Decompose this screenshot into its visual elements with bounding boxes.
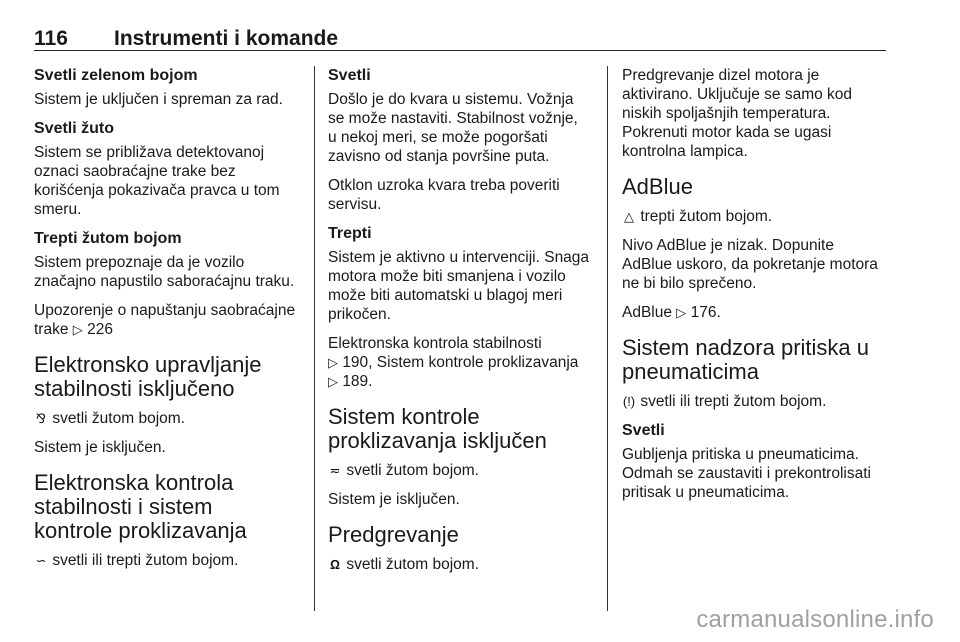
paragraph: Nivo AdBlue je nizak. Dopunite AdBlue uskoro, da pokretanje motora ne bi bilo sprečeno. [622,237,878,292]
reference-arrow-icon: ▷ [72,322,83,337]
column-divider [607,66,608,611]
heading-yellow: Svetli žuto [34,120,115,137]
page-reference[interactable]: 190 [342,354,369,371]
heading-blink-yellow: Trepti žutom bojom [34,230,182,247]
page-reference[interactable]: 176. [690,304,721,321]
column-1 [34,66,296,580]
paragraph-lane-warning-ref: Upozorenje o napuštanju saobraćajne trake ▷ 226 [34,302,296,338]
section-title-preheat: Predgrevanje [328,522,459,547]
section-title-tpms: Sistem nadzora pritiska u pneumaticima [622,335,869,384]
reference-arrow-icon: ▷ [328,355,338,370]
paragraph-adblue-ref: AdBlue ▷ 176. [622,304,721,321]
adblue-icon: △ [624,209,634,224]
page-header [34,28,886,51]
header-title: Instrumenti i komande [114,27,339,50]
paragraph-references: Elektronska kontrola stabilnosti ▷ 190, Sistem kontrole proklizavanja ▷ 189. [328,335,579,390]
section-title-adblue: AdBlue [622,174,693,199]
paragraph: Sistem prepoznaje da je vozilo značajno napustilo saborаćajnu traku. [34,254,295,290]
heading-blink: Trepti [328,225,372,242]
tire-pressure-icon: (!) [622,394,636,409]
paragraph: Sistem je isključen. [34,439,166,456]
paragraph: Sistem je uključen i spreman za rad. [34,91,283,108]
watermark: carmanualsonline.info [696,606,934,633]
reference-arrow-icon: ▷ [676,305,687,320]
column-2 [328,66,590,584]
heading-on: Svetli [622,422,665,439]
paragraph: Sistem se približava detektovanoj oznaci saobraćajne trake bez korišćenja pokazivača pravca u tom smeru. [34,144,280,218]
paragraph: Ω svetli žutom bojom. [330,556,479,573]
paragraph: △ trepti žutom bojom. [624,208,773,225]
heading-on: Svetli [328,67,371,84]
section-title-tc-off: Sistem kontrole proklizavanja isključen [328,404,547,453]
page-reference[interactable]: 189. [342,373,373,390]
paragraph: Došlo je do kvara u sistemu. Vožnja se može nastaviti. Stabilnost vožnje, u nekoj meri, se može pogoršati zavisno od stanja površine puta. [328,91,578,165]
column-divider [314,66,315,611]
section-title-esc-tc: Elektronska kontrola stabilnosti i sistem kontrole proklizavanja [34,470,247,543]
paragraph: ≂ svetli žutom bojom. [329,462,479,479]
glow-plug-icon: Ω [330,557,340,572]
paragraph: ∽ svetli ili trepti žutom bojom. [35,552,239,569]
paragraph: Gubljenja pritiska u pneumaticima. Odmah se zaustaviti i prekontrolisati pritisak u pneumaticima. [622,446,871,501]
traction-off-icon: ≂ [329,463,341,478]
column-3 [622,66,884,512]
section-title-esc-off: Elektronsko upravljanje stabilnosti isključeno [34,352,262,401]
paragraph: Otklon uzroka kvara treba poveriti servisu. [328,177,560,213]
esc-off-icon: ⅋ [35,411,47,426]
paragraph: (!) svetli ili trepti žutom bojom. [622,393,827,410]
esc-traction-icon: ∽ [35,553,47,568]
heading-green: Svetli zelenom bojom [34,67,198,84]
paragraph: Sistem je aktivno u intervenciji. Snaga motora može biti smanjena i vozilo može biti automatski u blagoj meri prikočen. [328,249,590,323]
paragraph: Predgrevanje dizel motora je aktivirano. Uključuje se samo kod niskih spoljašnjih temperatura. Pokrenuti motor kada se ugasi kontrolna lampica. [622,67,853,160]
paragraph: ⅋ svetli žutom bojom. [35,410,185,427]
page-reference[interactable]: 226 [87,321,113,338]
paragraph: Sistem je isključen. [328,491,460,508]
page-number: 116 [34,27,68,50]
reference-arrow-icon: ▷ [328,374,338,389]
